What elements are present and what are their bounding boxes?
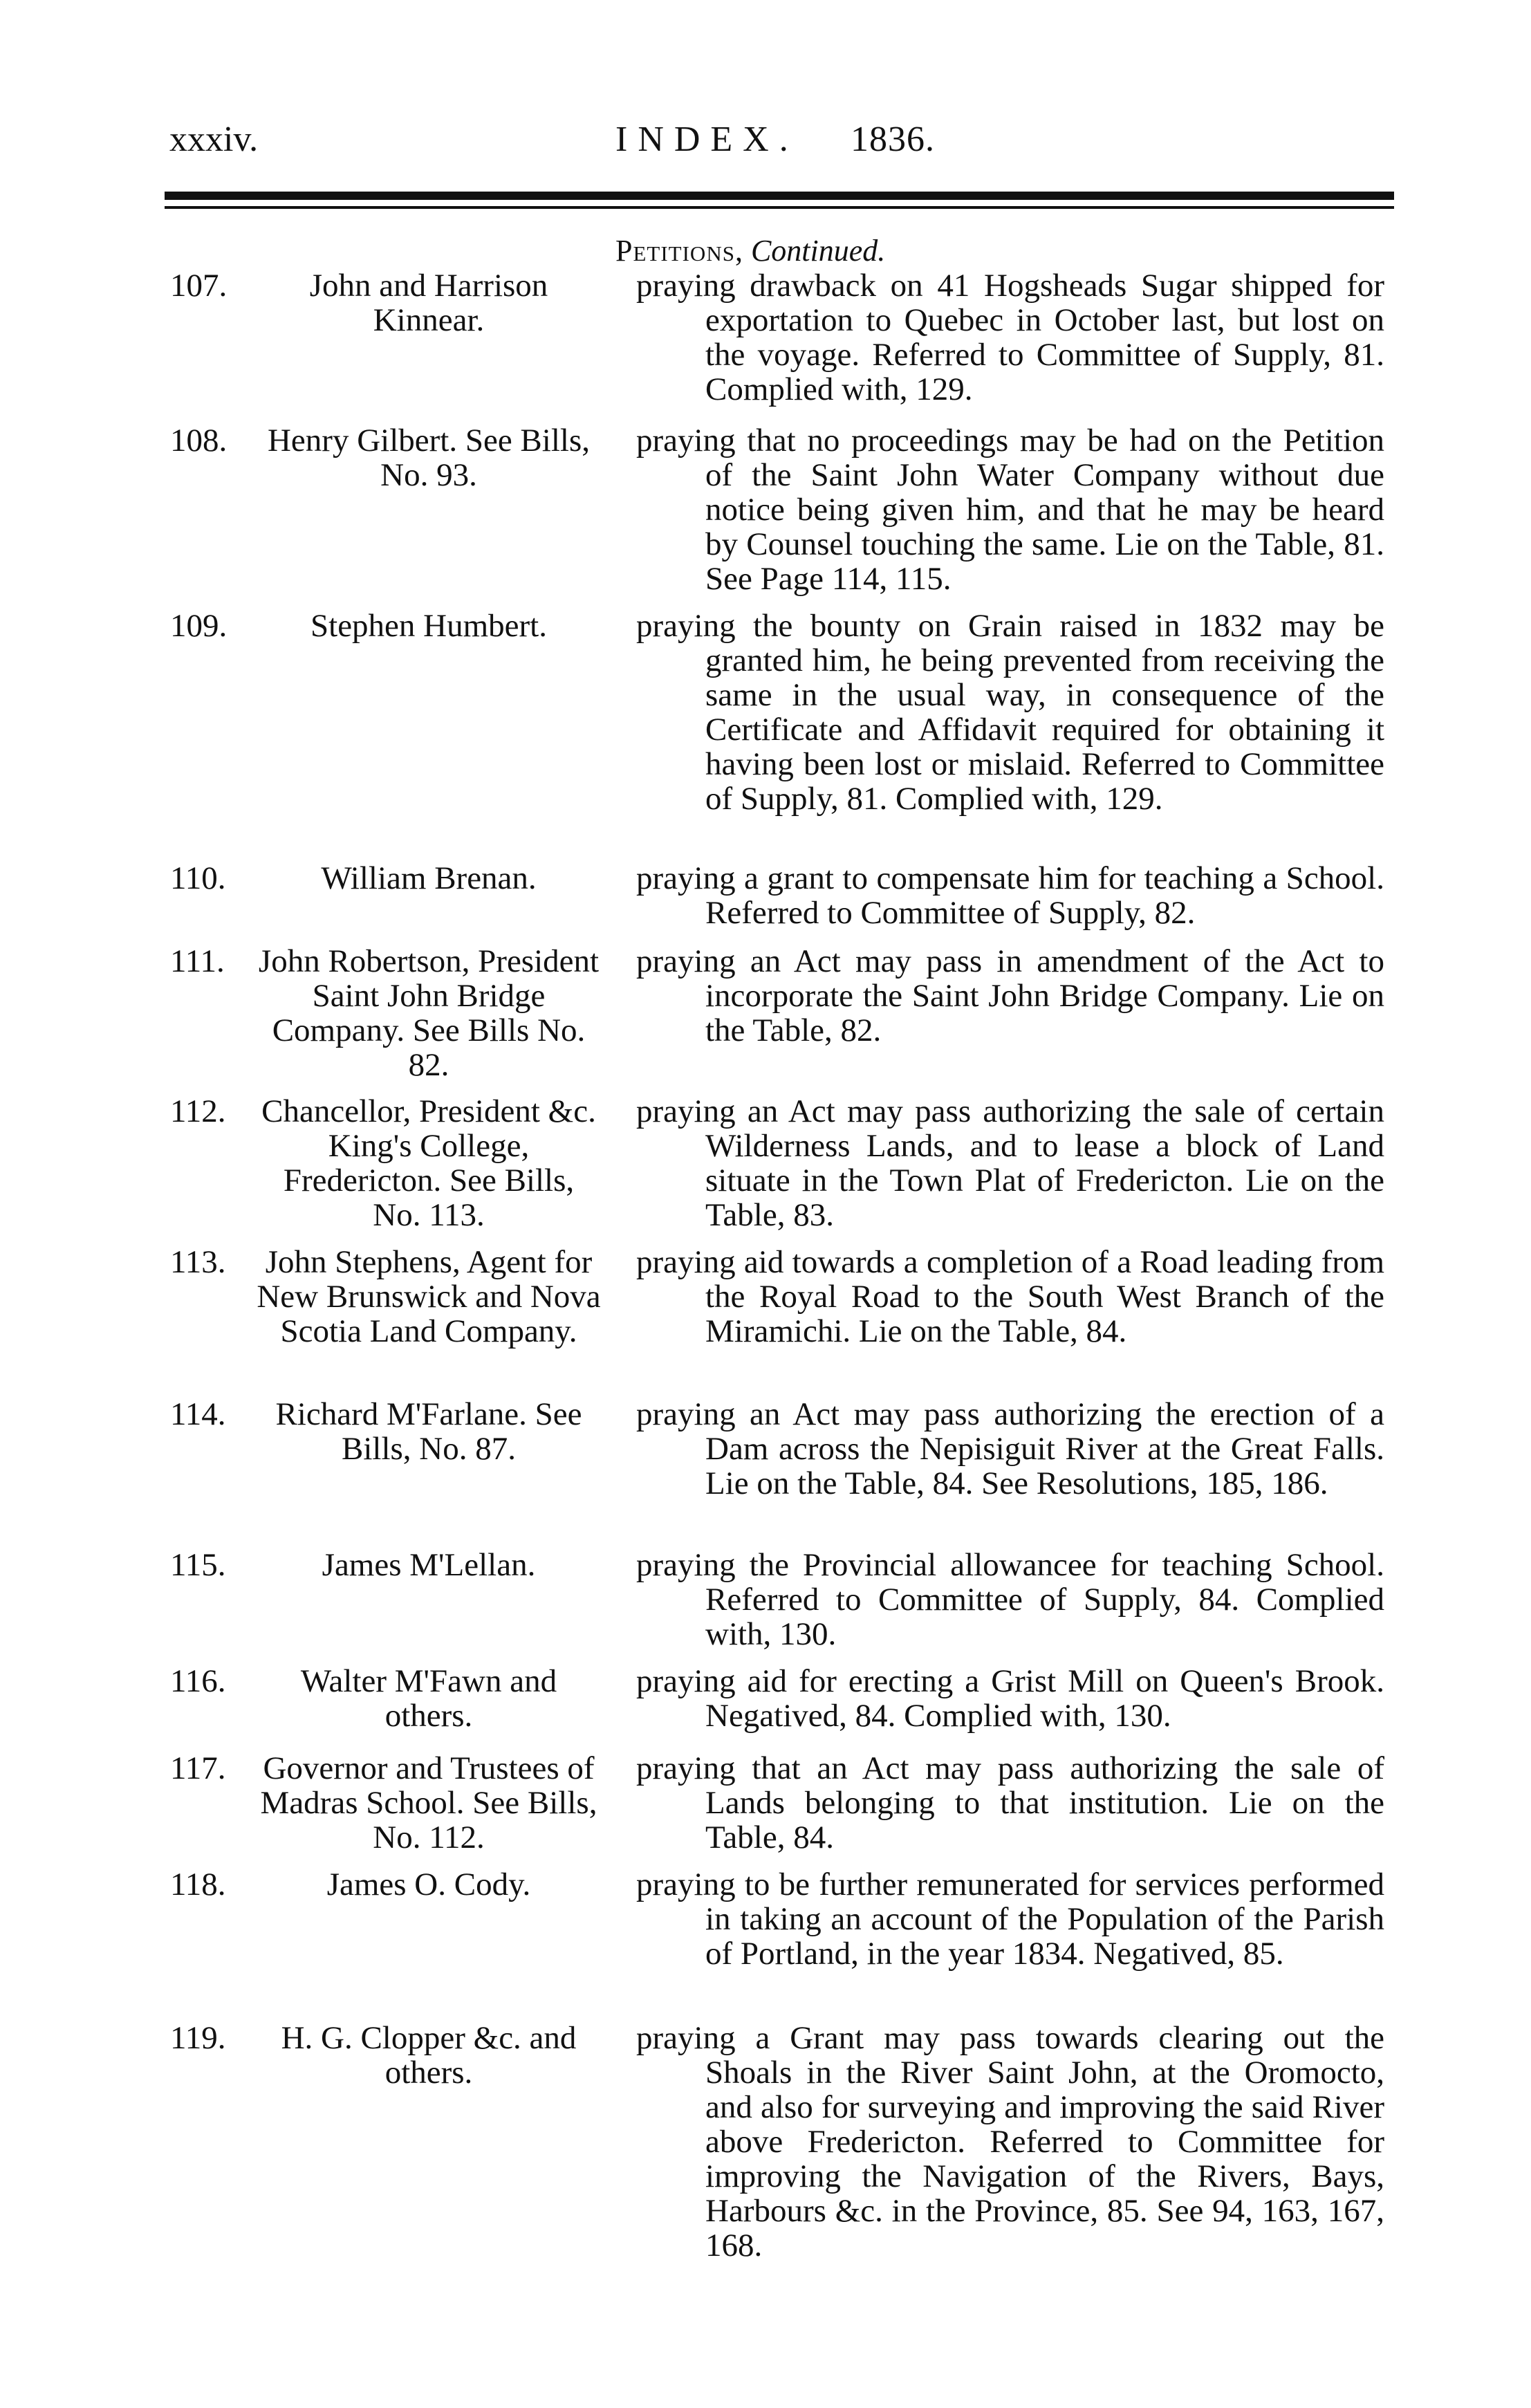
section-title: Petitions, bbox=[615, 234, 743, 268]
entry-petitioner: James O. Cody. bbox=[326, 1867, 531, 1902]
section-heading bbox=[615, 233, 885, 268]
entry-description: praying an Act may pass authorizing the sale of certain Wilderness Lands, and to lease a block of Land situate in the Town Plat of Fredericton. Lie on the Table, 83. bbox=[636, 1093, 1384, 1233]
entry-number: 109. bbox=[170, 608, 228, 644]
entry-number: 110. bbox=[170, 860, 226, 896]
entry-description: praying to be further remunerated for services performed in taking an account of the Population of the Parish of Portland, in the year 1834. Negatived, 85. bbox=[636, 1867, 1384, 1972]
entry-petitioner: Walter M'Fawn and others. bbox=[300, 1663, 557, 1734]
entry-petitioner: Stephen Humbert. bbox=[310, 608, 547, 644]
header-rule-thin bbox=[165, 206, 1394, 209]
entry-petitioner: Richard M'Farlane. See Bills, No. 87. bbox=[275, 1396, 582, 1467]
entry-petitioner: John Stephens, Agent for New Brunswick and Nova Scotia Land Company. bbox=[257, 1244, 601, 1349]
entry-description: praying the Provincial allowancee for teaching School. Referred to Committee of Supply, 84. Complied with, 130. bbox=[636, 1547, 1384, 1652]
entry-number: 114. bbox=[170, 1396, 226, 1432]
entry-description: praying drawback on 41 Hogsheads Sugar shipped for exportation to Quebec in October last, but lost on the voyage. Referred to Committee of Supply, 81. Complied with, 129. bbox=[636, 268, 1384, 407]
entry-description: praying an Act may pass in amendment of the Act to incorporate the Saint John Bridge Company. Lie on the Table, 82. bbox=[636, 943, 1384, 1048]
entry-description: praying an Act may pass authorizing the erection of a Dam across the Nepisiguit River at the Great Falls. Lie on the Table, 84. See Resolutions, 185, 186. bbox=[636, 1396, 1384, 1501]
entry-number: 113. bbox=[170, 1244, 226, 1280]
entry-petitioner: Governor and Trustees of Madras School. See Bills, No. 112. bbox=[260, 1750, 597, 1855]
entry-description: praying the bounty on Grain raised in 1832 may be granted him, he being prevented from receiving the same in the usual way, in consequence of the Certificate and Affidavit required for obtaining it having been lost or mislaid. Referred to Committee of Supply, 81. Complied with, 129. bbox=[636, 608, 1384, 817]
entry-number: 116. bbox=[170, 1663, 226, 1699]
entry-number: 117. bbox=[170, 1750, 226, 1786]
entry-description: praying that no proceedings may be had on the Petition of the Saint John Water Company without due notice being given him, and that he may be heard by Counsel touching the same. Lie on the Table, 81. See Page 114, 115. bbox=[636, 423, 1384, 597]
page-title: INDEX. bbox=[615, 120, 799, 159]
entry-number: 119. bbox=[170, 2020, 226, 2056]
entry-description: praying a grant to compensate him for teaching a School. Referred to Committee of Supply, 82. bbox=[636, 860, 1384, 931]
entry-petitioner: William Brenan. bbox=[321, 860, 537, 896]
entry-number: 112. bbox=[170, 1093, 226, 1129]
page-year: 1836. bbox=[851, 120, 935, 159]
header-rule-thick bbox=[165, 192, 1394, 200]
entry-petitioner: Henry Gilbert. See Bills, No. 93. bbox=[267, 423, 590, 493]
entry-number: 111. bbox=[170, 943, 225, 979]
entry-petitioner: Chancellor, President &c. King's College, Fredericton. See Bills, No. 113. bbox=[261, 1093, 596, 1233]
entry-description: praying aid towards a completion of a Road leading from the Royal Road to the South West Branch of the Miramichi. Lie on the Table, 84. bbox=[636, 1244, 1384, 1349]
entry-petitioner: John and Harrison Kinnear. bbox=[309, 268, 548, 338]
section-continued: Continued. bbox=[750, 234, 886, 268]
entry-number: 107. bbox=[170, 268, 228, 304]
entry-description: praying that an Act may pass authorizing the sale of Lands belonging to that institution. Lie on the Table, 84. bbox=[636, 1750, 1384, 1855]
entry-description: praying aid for erecting a Grist Mill on Queen's Brook. Negatived, 84. Complied with, 130. bbox=[636, 1663, 1384, 1734]
entry-description: praying a Grant may pass towards clearing out the Shoals in the River Saint John, at the Oromocto, and also for surveying and improving the said River above Fredericton. Referred to Committee for improving the Navigation of the Rivers, Bays, Harbours &c. in the Province, 85. See 94, 163, 167, 168. bbox=[636, 2020, 1384, 2263]
entry-number: 118. bbox=[170, 1867, 226, 1902]
entry-number: 108. bbox=[170, 423, 228, 459]
entry-number: 115. bbox=[170, 1547, 226, 1583]
entry-petitioner: H. G. Clopper &c. and others. bbox=[281, 2020, 577, 2091]
page-number: xxxiv. bbox=[169, 120, 259, 159]
entry-petitioner: James M'Lellan. bbox=[322, 1547, 536, 1583]
entry-petitioner: John Robertson, President Saint John Bridge Company. See Bills No. 82. bbox=[258, 943, 600, 1083]
